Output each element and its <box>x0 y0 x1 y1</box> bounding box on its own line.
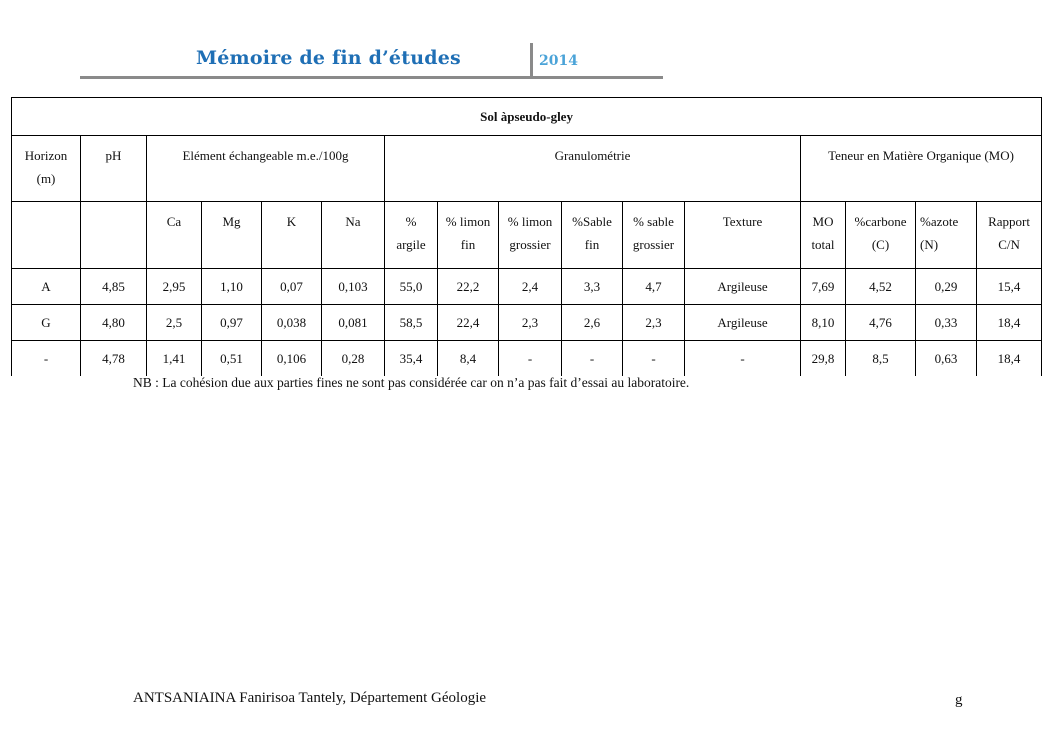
table-cell: 2,3 <box>623 305 685 341</box>
table-cell: 8,10 <box>801 305 846 341</box>
column-header: %azote (N) <box>916 202 977 269</box>
document-title: Mémoire de fin d’études <box>196 47 461 69</box>
column-header: MO total <box>801 202 846 269</box>
column-header: % limon fin <box>438 202 499 269</box>
column-header: % sable grossier <box>623 202 685 269</box>
table-cell: 2,3 <box>499 305 562 341</box>
table-cell: 29,8 <box>801 341 846 377</box>
table-cell: 1,10 <box>202 269 262 305</box>
table-cell: 0,106 <box>262 341 322 377</box>
column-header: Ca <box>147 202 202 269</box>
footer-author: ANTSANIAINA Fanirisoa Tantely, Département Géologie <box>133 690 487 706</box>
table-title-row <box>12 98 1042 136</box>
table-cell: 0,51 <box>202 341 262 377</box>
header-empty <box>12 202 81 269</box>
table-cell: - <box>12 341 81 377</box>
table-cell: - <box>623 341 685 377</box>
header-organic-matter: Teneur en Matière Organique (MO) <box>801 136 1042 202</box>
column-header: %carbone (C) <box>846 202 916 269</box>
table-cell: 22,4 <box>438 305 499 341</box>
table-cell: 4,78 <box>81 341 147 377</box>
table-cell: 2,95 <box>147 269 202 305</box>
column-header: Rapport C/N <box>977 202 1042 269</box>
header-granulometry: Granulométrie <box>385 136 801 202</box>
table-cell: 18,4 <box>977 305 1042 341</box>
table-column-header-row <box>12 202 1042 269</box>
table-row <box>12 341 1042 377</box>
table-cell: - <box>685 341 801 377</box>
column-header: % argile <box>385 202 438 269</box>
column-header: % limon grossier <box>499 202 562 269</box>
table-cell: 7,69 <box>801 269 846 305</box>
header-horizon-unit: (m) <box>36 171 56 186</box>
table-title: Sol àpseudo-gley <box>12 98 1042 136</box>
table-cell: - <box>562 341 623 377</box>
note-text: NB : La cohésion due aux parties fines ne sont pas considérée car on n’a pas fait d’essai au laboratoire. <box>133 375 690 390</box>
column-header: Mg <box>202 202 262 269</box>
table-cell: 1,41 <box>147 341 202 377</box>
table-cell: Argileuse <box>685 269 801 305</box>
table-cell: 0,33 <box>916 305 977 341</box>
table-cell: 3,3 <box>562 269 623 305</box>
table-cell: 0,97 <box>202 305 262 341</box>
table-cell: A <box>12 269 81 305</box>
table-cell: 4,52 <box>846 269 916 305</box>
table-cell: - <box>499 341 562 377</box>
table-group-header-row <box>12 136 1042 202</box>
table-cell: 2,6 <box>562 305 623 341</box>
column-header: %Sable fin <box>562 202 623 269</box>
table-cell: 18,4 <box>977 341 1042 377</box>
table-cell: 0,29 <box>916 269 977 305</box>
table-cell: 0,103 <box>322 269 385 305</box>
table-cell: 8,4 <box>438 341 499 377</box>
header-ph: pH <box>81 136 147 202</box>
table-cell: 8,5 <box>846 341 916 377</box>
table-cell: 4,7 <box>623 269 685 305</box>
table-cell: 58,5 <box>385 305 438 341</box>
header-divider <box>530 43 533 77</box>
table-cell: 2,4 <box>499 269 562 305</box>
header-horizon-label: Horizon <box>24 148 68 163</box>
table-cell: 35,4 <box>385 341 438 377</box>
soil-analysis-table <box>11 97 1042 376</box>
table-cell: 0,081 <box>322 305 385 341</box>
table-cell: Argileuse <box>685 305 801 341</box>
table-cell: 4,85 <box>81 269 147 305</box>
header-exchangeable: Elément échangeable m.e./100g <box>147 136 385 202</box>
table-cell: G <box>12 305 81 341</box>
document-year: 2014 <box>539 53 578 69</box>
page-number: g <box>955 692 963 708</box>
table-cell: 0,07 <box>262 269 322 305</box>
table-cell: 55,0 <box>385 269 438 305</box>
table-cell: 0,038 <box>262 305 322 341</box>
table-cell: 4,80 <box>81 305 147 341</box>
header-empty <box>81 202 147 269</box>
table-cell: 2,5 <box>147 305 202 341</box>
column-header: K <box>262 202 322 269</box>
column-header: Na <box>322 202 385 269</box>
header-rule <box>80 76 663 79</box>
header-horizon <box>12 136 81 202</box>
table-cell: 15,4 <box>977 269 1042 305</box>
column-header: Texture <box>685 202 801 269</box>
table-body <box>12 269 1042 377</box>
table-cell: 4,76 <box>846 305 916 341</box>
table-row <box>12 269 1042 305</box>
table-cell: 22,2 <box>438 269 499 305</box>
table-cell: 0,63 <box>916 341 977 377</box>
table-cell: 0,28 <box>322 341 385 377</box>
table-row <box>12 305 1042 341</box>
